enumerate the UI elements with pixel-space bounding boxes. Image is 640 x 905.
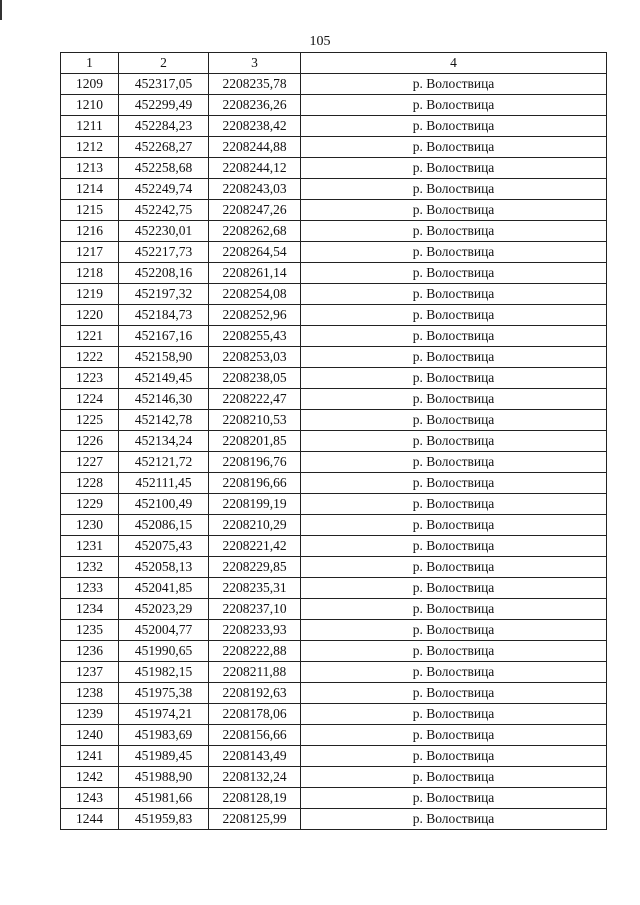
table-row	[61, 242, 607, 263]
cell-x-coordinate: 452299,49	[119, 95, 209, 116]
table-row	[61, 683, 607, 704]
cell-description: р. Волоствица	[301, 158, 607, 179]
table-row	[61, 200, 607, 221]
cell-x-coordinate: 452142,78	[119, 410, 209, 431]
header-cell-description: 4	[301, 53, 607, 74]
cell-y-coordinate: 2208222,47	[209, 389, 301, 410]
cell-description: р. Волоствица	[301, 242, 607, 263]
cell-point-number: 1229	[61, 494, 119, 515]
cell-description: р. Волоствица	[301, 725, 607, 746]
table-row	[61, 368, 607, 389]
cell-y-coordinate: 2208178,06	[209, 704, 301, 725]
table-row	[61, 599, 607, 620]
cell-point-number: 1233	[61, 578, 119, 599]
cell-point-number: 1213	[61, 158, 119, 179]
cell-y-coordinate: 2208261,14	[209, 263, 301, 284]
cell-description: р. Волоствица	[301, 578, 607, 599]
cell-point-number: 1242	[61, 767, 119, 788]
table-row	[61, 263, 607, 284]
cell-description: р. Волоствица	[301, 494, 607, 515]
cell-x-coordinate: 451990,65	[119, 641, 209, 662]
cell-x-coordinate: 452184,73	[119, 305, 209, 326]
cell-point-number: 1221	[61, 326, 119, 347]
cell-point-number: 1220	[61, 305, 119, 326]
table-row	[61, 410, 607, 431]
cell-x-coordinate: 452058,13	[119, 557, 209, 578]
cell-x-coordinate: 452023,29	[119, 599, 209, 620]
cell-y-coordinate: 2208192,63	[209, 683, 301, 704]
table-row	[61, 620, 607, 641]
cell-point-number: 1222	[61, 347, 119, 368]
cell-point-number: 1235	[61, 620, 119, 641]
cell-description: р. Волоствица	[301, 221, 607, 242]
cell-description: р. Волоствица	[301, 326, 607, 347]
cell-point-number: 1209	[61, 74, 119, 95]
cell-description: р. Волоствица	[301, 95, 607, 116]
header-cell-x-coordinate: 2	[119, 53, 209, 74]
cell-x-coordinate: 452230,01	[119, 221, 209, 242]
cell-point-number: 1214	[61, 179, 119, 200]
cell-x-coordinate: 452121,72	[119, 452, 209, 473]
table-row	[61, 305, 607, 326]
cell-x-coordinate: 452268,27	[119, 137, 209, 158]
cell-y-coordinate: 2208233,93	[209, 620, 301, 641]
cell-point-number: 1232	[61, 557, 119, 578]
cell-x-coordinate: 451959,83	[119, 809, 209, 830]
cell-y-coordinate: 2208143,49	[209, 746, 301, 767]
cell-y-coordinate: 2208125,99	[209, 809, 301, 830]
cell-point-number: 1230	[61, 515, 119, 536]
cell-x-coordinate: 451989,45	[119, 746, 209, 767]
cell-point-number: 1224	[61, 389, 119, 410]
cell-point-number: 1244	[61, 809, 119, 830]
cell-description: р. Волоствица	[301, 263, 607, 284]
table-row	[61, 452, 607, 473]
cell-point-number: 1218	[61, 263, 119, 284]
cell-point-number: 1212	[61, 137, 119, 158]
cell-y-coordinate: 2208222,88	[209, 641, 301, 662]
cell-y-coordinate: 2208235,78	[209, 74, 301, 95]
cell-point-number: 1215	[61, 200, 119, 221]
cell-y-coordinate: 2208264,54	[209, 242, 301, 263]
cell-y-coordinate: 2208236,26	[209, 95, 301, 116]
cell-description: р. Волоствица	[301, 767, 607, 788]
cell-description: р. Волоствица	[301, 746, 607, 767]
cell-x-coordinate: 452249,74	[119, 179, 209, 200]
cell-x-coordinate: 452075,43	[119, 536, 209, 557]
cell-x-coordinate: 452158,90	[119, 347, 209, 368]
cell-description: р. Волоствица	[301, 515, 607, 536]
table-row	[61, 284, 607, 305]
table-row	[61, 767, 607, 788]
cell-y-coordinate: 2208128,19	[209, 788, 301, 809]
cell-description: р. Волоствица	[301, 431, 607, 452]
cell-point-number: 1219	[61, 284, 119, 305]
cell-description: р. Волоствица	[301, 368, 607, 389]
cell-y-coordinate: 2208235,31	[209, 578, 301, 599]
cell-x-coordinate: 452100,49	[119, 494, 209, 515]
table-row	[61, 431, 607, 452]
cell-x-coordinate: 452208,16	[119, 263, 209, 284]
cell-x-coordinate: 452197,32	[119, 284, 209, 305]
cell-description: р. Волоствица	[301, 116, 607, 137]
cell-description: р. Волоствица	[301, 74, 607, 95]
cell-point-number: 1243	[61, 788, 119, 809]
cell-x-coordinate: 452258,68	[119, 158, 209, 179]
cell-point-number: 1225	[61, 410, 119, 431]
cell-y-coordinate: 2208238,42	[209, 116, 301, 137]
cell-point-number: 1210	[61, 95, 119, 116]
cell-x-coordinate: 452167,16	[119, 326, 209, 347]
table-row	[61, 578, 607, 599]
cell-description: р. Волоствица	[301, 410, 607, 431]
cell-x-coordinate: 452149,45	[119, 368, 209, 389]
cell-x-coordinate: 451975,38	[119, 683, 209, 704]
cell-y-coordinate: 2208237,10	[209, 599, 301, 620]
cell-description: р. Волоствица	[301, 704, 607, 725]
cell-y-coordinate: 2208201,85	[209, 431, 301, 452]
cell-y-coordinate: 2208221,42	[209, 536, 301, 557]
cell-point-number: 1240	[61, 725, 119, 746]
cell-description: р. Волоствица	[301, 137, 607, 158]
cell-y-coordinate: 2208243,03	[209, 179, 301, 200]
cell-point-number: 1239	[61, 704, 119, 725]
cell-point-number: 1238	[61, 683, 119, 704]
table-row	[61, 725, 607, 746]
cell-description: р. Волоствица	[301, 473, 607, 494]
table-row	[61, 662, 607, 683]
cell-x-coordinate: 451981,66	[119, 788, 209, 809]
cell-x-coordinate: 452217,73	[119, 242, 209, 263]
table-body	[61, 74, 607, 830]
cell-x-coordinate: 452041,85	[119, 578, 209, 599]
cell-x-coordinate: 452134,24	[119, 431, 209, 452]
cell-y-coordinate: 2208199,19	[209, 494, 301, 515]
cell-description: р. Волоствица	[301, 179, 607, 200]
cell-point-number: 1226	[61, 431, 119, 452]
cell-description: р. Волоствица	[301, 347, 607, 368]
cell-y-coordinate: 2208244,88	[209, 137, 301, 158]
table-row	[61, 158, 607, 179]
cell-point-number: 1223	[61, 368, 119, 389]
table-row	[61, 557, 607, 578]
header-row	[61, 53, 607, 74]
cell-point-number: 1231	[61, 536, 119, 557]
table-row	[61, 788, 607, 809]
table-row	[61, 494, 607, 515]
cell-y-coordinate: 2208156,66	[209, 725, 301, 746]
cell-x-coordinate: 452004,77	[119, 620, 209, 641]
cell-description: р. Волоствица	[301, 536, 607, 557]
cell-description: р. Волоствица	[301, 620, 607, 641]
coordinates-table	[60, 52, 607, 830]
cell-x-coordinate: 451974,21	[119, 704, 209, 725]
cell-point-number: 1211	[61, 116, 119, 137]
cell-y-coordinate: 2208210,53	[209, 410, 301, 431]
table-row	[61, 389, 607, 410]
table-row	[61, 746, 607, 767]
cell-description: р. Волоствица	[301, 788, 607, 809]
cell-y-coordinate: 2208254,08	[209, 284, 301, 305]
header-cell-point-number: 1	[61, 53, 119, 74]
cell-x-coordinate: 451983,69	[119, 725, 209, 746]
table-row	[61, 326, 607, 347]
cell-y-coordinate: 2208210,29	[209, 515, 301, 536]
table-row	[61, 179, 607, 200]
table-row	[61, 221, 607, 242]
table-row	[61, 347, 607, 368]
cell-y-coordinate: 2208247,26	[209, 200, 301, 221]
cell-y-coordinate: 2208244,12	[209, 158, 301, 179]
cell-point-number: 1241	[61, 746, 119, 767]
cell-description: р. Волоствица	[301, 200, 607, 221]
cell-description: р. Волоствица	[301, 452, 607, 473]
table-row	[61, 74, 607, 95]
cell-y-coordinate: 2208211,88	[209, 662, 301, 683]
table-row	[61, 137, 607, 158]
cell-point-number: 1216	[61, 221, 119, 242]
table-row	[61, 95, 607, 116]
cell-point-number: 1236	[61, 641, 119, 662]
table-row	[61, 641, 607, 662]
cell-x-coordinate: 451982,15	[119, 662, 209, 683]
table-row	[61, 704, 607, 725]
table-row	[61, 473, 607, 494]
cell-x-coordinate: 451988,90	[119, 767, 209, 788]
cell-y-coordinate: 2208238,05	[209, 368, 301, 389]
cell-x-coordinate: 452284,23	[119, 116, 209, 137]
cell-point-number: 1227	[61, 452, 119, 473]
cell-y-coordinate: 2208253,03	[209, 347, 301, 368]
cell-y-coordinate: 2208196,66	[209, 473, 301, 494]
cell-y-coordinate: 2208262,68	[209, 221, 301, 242]
cell-description: р. Волоствица	[301, 641, 607, 662]
cell-y-coordinate: 2208252,96	[209, 305, 301, 326]
cell-description: р. Волоствица	[301, 683, 607, 704]
cell-point-number: 1237	[61, 662, 119, 683]
table-row	[61, 116, 607, 137]
cell-x-coordinate: 452111,45	[119, 473, 209, 494]
cell-y-coordinate: 2208255,43	[209, 326, 301, 347]
cell-x-coordinate: 452317,05	[119, 74, 209, 95]
cell-point-number: 1228	[61, 473, 119, 494]
header-cell-y-coordinate: 3	[209, 53, 301, 74]
table-row	[61, 536, 607, 557]
cell-x-coordinate: 452146,30	[119, 389, 209, 410]
cell-description: р. Волоствица	[301, 557, 607, 578]
cell-description: р. Волоствица	[301, 389, 607, 410]
cell-y-coordinate: 2208132,24	[209, 767, 301, 788]
cell-y-coordinate: 2208196,76	[209, 452, 301, 473]
cell-x-coordinate: 452086,15	[119, 515, 209, 536]
cell-x-coordinate: 452242,75	[119, 200, 209, 221]
table-row	[61, 809, 607, 830]
cell-description: р. Волоствица	[301, 305, 607, 326]
page-number: 105	[309, 34, 331, 49]
cell-point-number: 1234	[61, 599, 119, 620]
scan-edge-mark	[0, 0, 2, 20]
cell-description: р. Волоствица	[301, 599, 607, 620]
cell-description: р. Волоствица	[301, 284, 607, 305]
table-row	[61, 515, 607, 536]
cell-description: р. Волоствица	[301, 809, 607, 830]
cell-point-number: 1217	[61, 242, 119, 263]
cell-description: р. Волоствица	[301, 662, 607, 683]
cell-y-coordinate: 2208229,85	[209, 557, 301, 578]
